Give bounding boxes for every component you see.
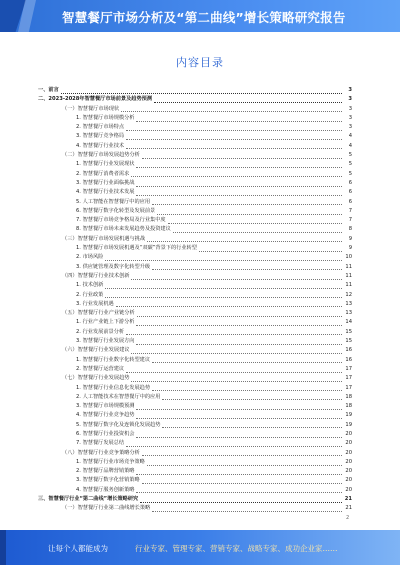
toc-leader-dots (126, 329, 342, 335)
toc-entry-title: （七）智慧餐厅行业发展趋势 (62, 375, 130, 382)
toc-leader-dots (131, 376, 342, 382)
toc-leader-dots (136, 320, 342, 326)
toc-entry-title: 二、2023-2028年智慧餐厅市场前景及趋势预测 (38, 96, 153, 103)
toc-entry[interactable] (34, 393, 352, 402)
toc-entry[interactable] (34, 374, 352, 383)
toc-leader-dots (136, 469, 342, 475)
toc-entry[interactable] (34, 188, 352, 197)
toc-entry-page: 18 (345, 393, 352, 400)
toc-entry[interactable] (34, 95, 352, 104)
toc-entry[interactable] (34, 458, 352, 467)
toc-entry-title: 1. 智慧餐厅市场规模分析 (76, 114, 135, 121)
toc-entry[interactable] (34, 467, 352, 476)
toc-leader-dots (131, 171, 342, 177)
toc-entry[interactable] (34, 114, 352, 123)
page-number: 2 (346, 515, 350, 521)
toc-entry-page: 7 (348, 207, 352, 214)
toc-leader-dots (136, 339, 342, 345)
toc-entry-page: 5 (348, 170, 352, 177)
toc-leader-dots (136, 487, 342, 493)
toc-entry-title: 4. 智慧餐厅行业技术发展 (76, 189, 135, 196)
toc-entry-page: 13 (345, 310, 352, 317)
toc-entry-title: 2. 智慧餐厅运营建议 (76, 365, 125, 372)
toc-entry-page: 4 (348, 142, 352, 149)
toc-entry-title: （一）智慧餐厅行业第二曲线增长策略 (62, 505, 151, 512)
toc-entry-title: 2. 行业发展前景分析 (76, 328, 125, 335)
toc-entry-page: 21 (344, 496, 352, 503)
toc-entry[interactable] (34, 263, 352, 272)
toc-entry-page: 11 (345, 263, 352, 270)
toc-leader-dots (173, 227, 342, 233)
toc-leader-dots (142, 450, 342, 456)
toc-entry-title: 3. 行业发展机遇 (76, 300, 114, 307)
toc-entry[interactable] (34, 132, 352, 141)
toc-entry-title: 三、智慧餐厅行业“第二曲线”增长策略研究 (38, 496, 139, 503)
toc-leader-dots (136, 404, 342, 410)
toc-entry-title: （五）智慧餐厅行业产业链分析 (62, 310, 135, 317)
toc-entry-page: 10 (345, 254, 352, 261)
toc-entry[interactable] (34, 253, 352, 262)
toc-entry-title: 1. 智慧餐厅行业市场竞争策略 (76, 458, 145, 465)
toc-entry[interactable] (34, 476, 352, 485)
toc-entry-title: 2. 智慧餐厅市场特点 (76, 124, 125, 131)
toc-entry-page: 17 (345, 375, 352, 382)
toc-leader-dots (136, 413, 342, 419)
toc-entry-title: 5. 人工智能在智慧餐厅中的应用 (76, 198, 151, 205)
toc-entry-page: 11 (345, 282, 352, 289)
toc-entry[interactable] (34, 198, 352, 207)
toc-entry-page: 20 (345, 430, 352, 437)
toc-entry-title: 7. 智慧餐厅市场竞争格局及行业集中度 (76, 217, 166, 224)
toc-leader-dots (162, 422, 342, 428)
toc-entry-page: 20 (345, 440, 352, 447)
toc-entry[interactable] (34, 179, 352, 188)
toc-entry-title: （四）智慧餐厅行业技术创新 (62, 272, 130, 279)
toc-entry[interactable] (34, 142, 352, 151)
toc-entry-title: 5. 智慧餐厅数字化及连锁化发展趋势 (76, 421, 161, 428)
toc-entry-page: 9 (348, 245, 352, 252)
toc-entry-page: 9 (348, 235, 352, 242)
toc-leader-dots (152, 385, 342, 391)
toc-entry-title: 1. 技术创新 (76, 282, 104, 289)
toc-entry[interactable] (34, 170, 352, 179)
toc-entry[interactable] (34, 411, 352, 420)
toc-entry-page: 17 (345, 365, 352, 372)
toc-entry-title: 3. 供应链管理及数字化转型升级 (76, 263, 151, 270)
toc-leader-dots (126, 367, 342, 373)
toc-entry-title: 4. 智慧餐厅行业技术 (76, 142, 125, 149)
toc-entry-title: 3. 智慧餐厅竞争格局 (76, 133, 125, 140)
toc-entry-page: 3 (348, 124, 352, 131)
toc-leader-dots (105, 255, 342, 261)
toc-leader-dots (116, 301, 342, 307)
table-of-contents (34, 86, 352, 514)
toc-leader-dots (105, 292, 342, 298)
toc-entry-title: 6. 智慧餐厅数字化转型及发展前景 (76, 207, 156, 214)
header-banner (0, 0, 400, 32)
toc-leader-dots (147, 460, 342, 466)
toc-leader-dots (136, 116, 342, 122)
toc-entry[interactable] (34, 384, 352, 393)
toc-leader-dots (140, 497, 342, 503)
toc-entry-title: 2. 行业政策 (76, 291, 104, 298)
toc-entry-page: 14 (345, 319, 352, 326)
toc-entry-title: （八）智慧餐厅行业竞争策略分析 (62, 449, 140, 456)
toc-entry-title: 1. 智慧餐厅行业信息化发展趋势 (76, 384, 151, 391)
toc-entry[interactable] (34, 328, 352, 337)
toc-entry[interactable] (34, 300, 352, 309)
toc-entry[interactable] (34, 123, 352, 132)
toc-leader-dots (199, 246, 342, 252)
toc-entry-title: （六）智慧餐厅行业发展建议 (62, 347, 130, 354)
toc-entry[interactable] (34, 365, 352, 374)
toc-entry-page: 8 (348, 226, 352, 233)
toc-entry-page: 16 (345, 347, 352, 354)
toc-leader-dots (131, 274, 342, 280)
toc-entry-title: 7. 智慧餐厅发展总结 (76, 440, 125, 447)
toc-entry-page: 19 (345, 412, 352, 419)
toc-entry-title: （二）智慧餐厅市场发展趋势分析 (62, 152, 140, 159)
toc-leader-dots (137, 311, 342, 317)
toc-entry[interactable] (34, 105, 352, 114)
toc-entry-page: 3 (348, 96, 352, 103)
toc-entry[interactable] (34, 291, 352, 300)
toc-entry[interactable] (34, 346, 352, 355)
report-title: 智慧餐厅市场分析及“第二曲线”增长策略研究报告 (62, 10, 346, 25)
toc-entry-page: 7 (348, 217, 352, 224)
toc-entry-page: 15 (345, 338, 352, 345)
toc-leader-dots (168, 218, 342, 224)
toc-leader-dots (61, 88, 342, 94)
toc-entry-title: 3. 智慧餐厅市场规模预测 (76, 403, 135, 410)
toc-leader-dots (152, 506, 342, 512)
toc-entry-page: 6 (348, 198, 352, 205)
toc-leader-dots (131, 348, 342, 354)
toc-entry[interactable] (34, 430, 352, 439)
toc-entry-page: 5 (348, 161, 352, 168)
toc-entry-page: 20 (345, 449, 352, 456)
toc-leader-dots (152, 199, 342, 205)
toc-entry[interactable] (34, 216, 352, 225)
toc-entry[interactable] (34, 272, 352, 281)
toc-leader-dots (152, 357, 342, 363)
toc-entry[interactable] (34, 449, 352, 458)
toc-entry[interactable] (34, 486, 352, 495)
toc-entry-page: 6 (348, 179, 352, 186)
toc-leader-dots (105, 283, 342, 289)
toc-entry-title: 一、前言 (38, 87, 59, 93)
toc-leader-dots (142, 478, 342, 484)
footer-slogan: 让每个人都能成为 (48, 544, 108, 553)
toc-entry-title: （三）智慧餐厅市场发展机遇与挑战 (62, 235, 146, 242)
toc-entry-title: 6. 智慧餐厅行业投资机会 (76, 430, 135, 437)
toc-entry[interactable] (34, 356, 352, 365)
toc-entry[interactable] (34, 86, 352, 95)
toc-leader-dots (147, 236, 342, 242)
toc-entry[interactable] (34, 281, 352, 290)
toc-entry-title: 3. 智慧餐厅数字化营销策略 (76, 477, 140, 484)
toc-entry[interactable] (34, 244, 352, 253)
toc-entry-page: 11 (345, 272, 352, 279)
toc-entry[interactable] (34, 318, 352, 327)
toc-entry[interactable] (34, 235, 352, 244)
toc-entry-title: 1. 行业产业链上下游分析 (76, 319, 135, 326)
toc-entry-title: 1. 智慧餐厅市场发展机遇及“双碳”背景下的行业转型 (76, 245, 197, 252)
toc-entry-title: 2. 人工智能技术在智慧餐厅中的应用 (76, 393, 161, 400)
toc-entry-title: 3. 智慧餐厅行业面临挑战 (76, 179, 135, 186)
toc-entry-page: 3 (348, 87, 352, 93)
toc-entry-page: 12 (345, 291, 352, 298)
toc-entry[interactable] (34, 225, 352, 234)
toc-leader-dots (126, 125, 342, 131)
toc-entry-page: 17 (345, 384, 352, 391)
toc-entry-title: 2. 市场风险 (76, 254, 104, 261)
toc-leader-dots (157, 209, 342, 215)
toc-leader-dots (162, 394, 342, 400)
toc-leader-dots (121, 106, 342, 112)
toc-entry-title: 4. 智慧餐厅服务创新策略 (76, 486, 135, 493)
toc-entry-page: 19 (345, 421, 352, 428)
toc-leader-dots (136, 190, 342, 196)
toc-entry[interactable] (34, 504, 352, 513)
toc-entry-page: 13 (345, 300, 352, 307)
footer-banner (0, 530, 400, 565)
toc-entry[interactable] (34, 207, 352, 216)
footer-tags: 行业专家、管理专家、营销专家、战略专家、成功企业家…… (135, 544, 338, 553)
toc-entry-page: 3 (348, 114, 352, 121)
toc-entry-page: 20 (345, 477, 352, 484)
toc-entry-page: 21 (345, 505, 352, 512)
toc-entry[interactable] (34, 160, 352, 169)
toc-heading: 内容目录 (176, 56, 224, 69)
toc-entry-title: 4. 智慧餐厅行业竞争趋势 (76, 412, 135, 419)
toc-entry[interactable] (34, 151, 352, 160)
toc-entry[interactable] (34, 402, 352, 411)
toc-entry-page: 3 (348, 105, 352, 112)
toc-leader-dots (136, 181, 342, 187)
toc-entry[interactable] (34, 495, 352, 504)
toc-entry-page: 6 (348, 189, 352, 196)
toc-entry-title: 2. 智慧餐厅消费者需求 (76, 170, 130, 177)
toc-leader-dots (152, 264, 342, 270)
toc-leader-dots (136, 162, 342, 168)
toc-entry-page: 15 (345, 328, 352, 335)
toc-entry-title: 3. 智慧餐厅行业发展方向 (76, 338, 135, 345)
footer-accent-stripe (0, 530, 6, 565)
toc-entry-page: 20 (345, 486, 352, 493)
toc-entry-page: 5 (348, 152, 352, 159)
toc-entry-page: 20 (345, 458, 352, 465)
toc-entry[interactable] (34, 421, 352, 430)
toc-entry[interactable] (34, 309, 352, 318)
toc-entry-title: 2. 智慧餐厅品牌营销策略 (76, 468, 135, 475)
toc-entry-title: （一）智慧餐厅市场现状 (62, 105, 120, 112)
toc-leader-dots (142, 153, 342, 159)
toc-entry-title: 1. 智慧餐厅行业发展现状 (76, 161, 135, 168)
toc-leader-dots (126, 143, 342, 149)
toc-leader-dots (126, 134, 342, 140)
toc-leader-dots (126, 441, 342, 447)
toc-entry-page: 4 (348, 133, 352, 140)
toc-entry[interactable] (34, 337, 352, 346)
toc-entry-page: 18 (345, 403, 352, 410)
toc-entry-title: 1. 智慧餐厅行业数字化转型建议 (76, 356, 151, 363)
toc-entry-page: 20 (345, 468, 352, 475)
toc-leader-dots (154, 97, 342, 103)
toc-entry-page: 16 (345, 356, 352, 363)
toc-leader-dots (136, 432, 342, 438)
toc-entry[interactable] (34, 439, 352, 448)
toc-entry-title: 8. 智慧餐厅市场未来发展趋势及投资建议 (76, 226, 171, 233)
